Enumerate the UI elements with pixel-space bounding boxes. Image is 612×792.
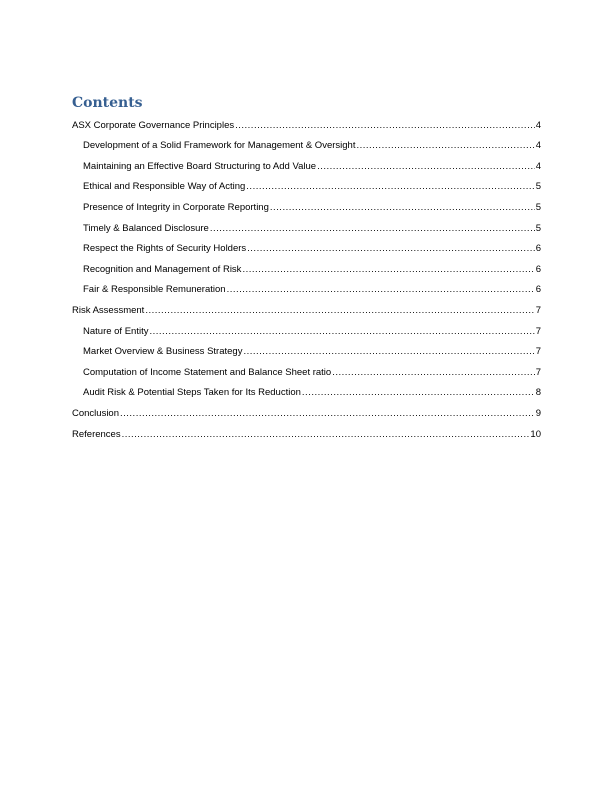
toc-entry-label: Presence of Integrity in Corporate Reporting [83,201,269,213]
toc-dot-leader [270,202,535,214]
toc-entry-label: Maintaining an Effective Board Structuring to Add Value [83,160,317,172]
toc-dot-leader [243,346,534,358]
toc-entry-label: Nature of Entity [83,325,149,337]
toc-entry-label: Recognition and Management of Risk [83,263,242,275]
toc-entry-page-number: 5 [535,222,541,234]
toc-entry[interactable] [72,379,541,400]
toc-dot-leader [356,140,534,152]
toc-entry-page-number: 6 [535,263,541,275]
toc-entry-label: Risk Assessment [72,304,145,316]
toc-entry-label: Fair & Responsible Remuneration [83,284,226,296]
toc-entry-label: Timely & Balanced Disclosure [83,222,209,234]
toc-entry-page-number: 7 [535,346,541,358]
toc-dot-leader [227,284,535,296]
toc-entry-label: Ethical and Responsible Way of Acting [83,181,246,193]
toc-dot-leader [149,326,534,338]
toc-entry[interactable] [72,420,541,441]
toc-dot-leader [302,387,535,399]
toc-entry-page-number: 5 [535,181,541,193]
toc-entry-label: Audit Risk & Potential Steps Taken for Its Reduction [83,387,301,399]
toc-heading: Contents [72,95,143,111]
toc-entry-page-number: 6 [535,284,541,296]
toc-entry-page-number: 10 [530,428,541,440]
toc-entry-page-number: 4 [535,160,541,172]
toc-entry-page-number: 4 [535,140,541,152]
toc-entry[interactable] [72,132,541,153]
toc-entry[interactable] [72,235,541,256]
toc-entry-label: Conclusion [72,407,119,419]
toc-dot-leader [122,429,530,441]
toc-dot-leader [246,181,534,193]
toc-entry[interactable] [72,276,541,297]
toc-dot-leader [242,264,534,276]
toc-entry-page-number: 7 [535,366,541,378]
toc-entry[interactable] [72,399,541,420]
toc-entry-label: ASX Corporate Governance Principles [72,119,235,131]
toc-dot-leader [145,305,534,317]
toc-entry-label: Respect the Rights of Security Holders [83,243,247,255]
toc-dot-leader [247,243,535,255]
toc-entry[interactable] [72,214,541,235]
toc-entry-label: Computation of Income Statement and Balance Sheet ratio [83,366,332,378]
toc-entry-page-number: 7 [535,325,541,337]
toc-entry-page-number: 5 [535,201,541,213]
toc-entry[interactable] [72,255,541,276]
toc-entry[interactable] [72,296,541,317]
toc-entry-label: References [72,428,121,440]
toc-dot-leader [120,408,535,420]
toc-dot-leader [235,120,535,132]
toc-entry[interactable] [72,317,541,338]
toc-entry[interactable] [72,193,541,214]
toc-entry[interactable] [72,358,541,379]
toc-entry-label: Development of a Solid Framework for Management & Oversight [83,140,356,152]
toc-entry-page-number: 7 [535,304,541,316]
toc-dot-leader [317,161,535,173]
toc-entry-page-number: 8 [535,387,541,399]
toc-entry-page-number: 9 [535,407,541,419]
toc-entry[interactable] [72,152,541,173]
toc-entry[interactable] [72,173,541,194]
toc-entry[interactable] [72,111,541,132]
toc-dot-leader [210,223,535,235]
toc-list [72,111,541,441]
toc-dot-leader [332,367,534,379]
toc-entry-page-number: 4 [535,119,541,131]
toc-entry[interactable] [72,338,541,359]
toc-entry-page-number: 6 [535,243,541,255]
toc-entry-label: Market Overview & Business Strategy [83,346,243,358]
